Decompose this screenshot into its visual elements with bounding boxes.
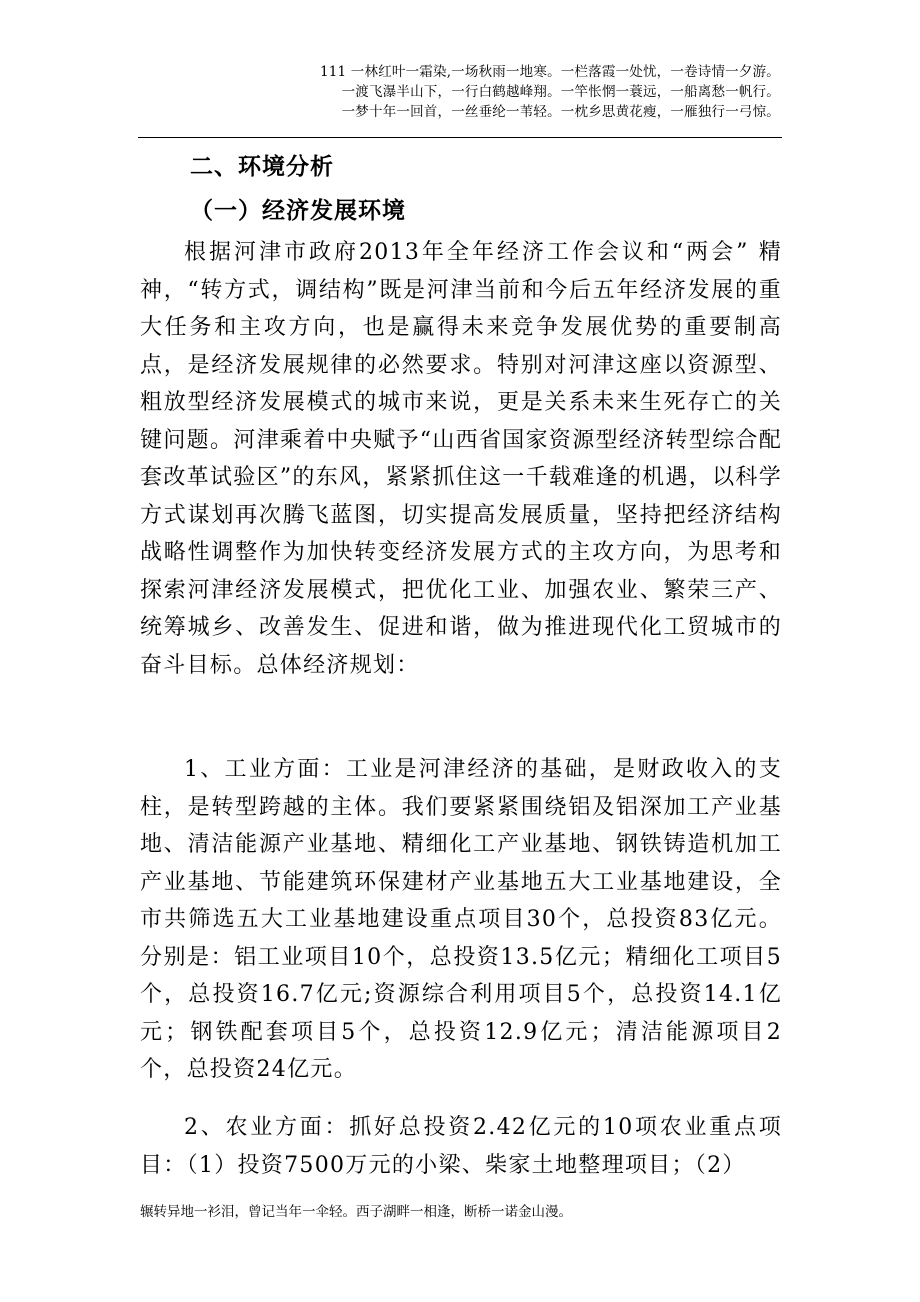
header-line-1: 111 一林红叶一霜染,一场秋雨一地寒。一栏落霞一处忧，一卷诗情一夕游。 [319, 64, 780, 80]
section-heading: 二、环境分析 [190, 153, 334, 180]
paragraph-economic-environment: 根据河津市政府2013年全年经济工作会议和“两会” 精神，“转方式，调结构”既是河津当前和今后五年经济发展的重大任务和主攻方向，也是赢得未来竞争发展优势的重要制高点，是经济发展规律的必然要求。特别对河津这座以资源型、粗放型经济发展模式的城市来说，更是关系未来生死存亡的关键问题。河津乘着中央赋予“山西省国家资源型经济转型综合配套改革试验区”的东风，紧紧抓住这一千载难逢的机遇，以科学方式谋划再次腾飞蓝图，切实提高发展质量，坚持把经济结构战略性调整作为加快转变经济发展方式的主攻方向，为思考和探索河津经济发展模式，把优化工业、加强农业、繁荣三产、统筹城乡、改善发生、促进和谐，做为推进现代化工贸城市的奋斗目标。总体经济规划： [140, 240, 782, 678]
paragraph-agriculture: 2、农业方面：抓好总投资2.42亿元的10项农业重点项目：（1）投资7500万元的小梁、柴家土地整理项目；（2） [140, 1115, 782, 1178]
paragraph-industry: 1、工业方面：工业是河津经济的基础，是财政收入的支柱，是转型跨越的主体。我们要紧紧围绕铝及铝深加工产业基地、清洁能源产业基地、精细化工产业基地、钢铁铸造机加工产业基地、节能建筑环保建材产业基地五大工业基地建设，全市共筛选五大工业基地建设重点项目30个，总投资83亿元。分别是：铝工业项目10个，总投资13.5亿元；精细化工项目5个，总投资16.7亿元;资源综合利用项目5个，总投资14.1亿元；钢铁配套项目5个，总投资12.9亿元；清洁能源项目2个，总投资24亿元。 [140, 757, 782, 1082]
page-footer: 辗转异地一衫泪，曾记当年一伞轻。西子湖畔一相逢，断桥一诺金山漫。 [140, 1204, 572, 1220]
page-header [120, 62, 780, 122]
header-line-3: 一梦十年一回首，一丝垂纶一苇轻。一枕乡思黄花瘦，一雁独行一弓惊。 [341, 104, 780, 120]
header-divider [138, 137, 782, 138]
subsection-heading: （一）经济发展环境 [190, 197, 406, 224]
header-line-2: 一渡飞瀑半山下，一行白鹤越峰翔。一竿怅惘一蓑远，一船离愁一帆行。 [341, 84, 780, 100]
